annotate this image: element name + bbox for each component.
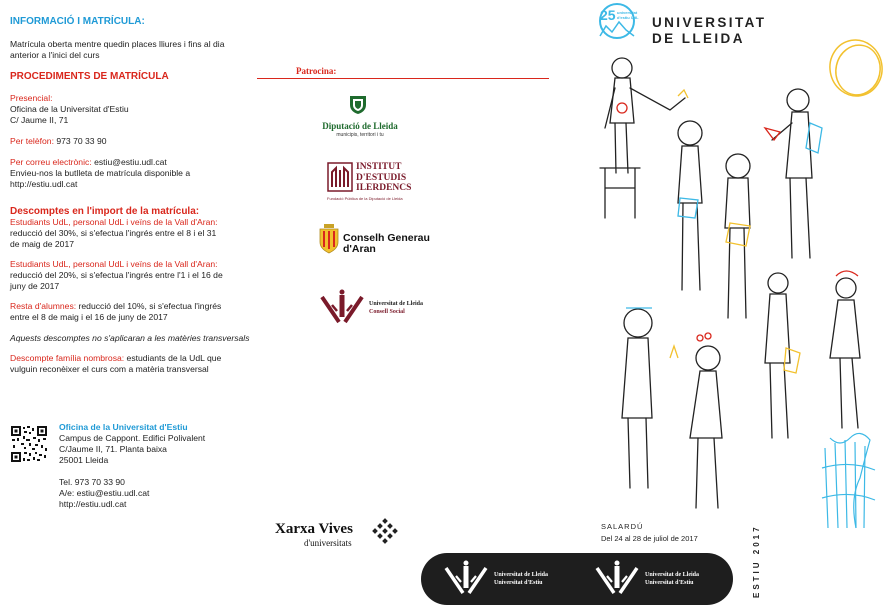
discount-3 [10,301,250,323]
office-line-3: 25001 Lleida [59,455,109,465]
presencial-line-1: Oficina de la Universitat d'Estiu [10,104,129,114]
iei-text [356,162,411,194]
aran-text [343,233,430,255]
iei-line-2: D'ESTUDIS [356,172,407,183]
diputacio-sub: municipis, territori i tu [336,132,384,138]
udl-footer-logo-2-icon [594,560,640,598]
xarxa-vives-diamonds-icon [371,518,399,546]
correu-line-3[interactable]: http://estiu.udl.cat [10,179,78,189]
discount-3-label: Resta d'alumnes: [10,301,77,311]
footer-logo-2-line-1: Universitat de Lleida [645,572,699,578]
presencial-label: Presencial: [10,93,53,103]
discount-2-label: Estudiants UdL, personal UdL i veïns de la Vall d'Aran: [10,259,218,269]
iei-line-3: ILERDENCS [356,183,412,193]
office-tel: Tel. 973 70 33 90 [59,477,125,487]
discount-3-line-1: reducció del 10%, si s'efectua l'ingrés [78,301,222,311]
info-heading: INFORMACIÓ I MATRÍCULA: [10,16,145,27]
anniversary-badge-text: universitat d'estiu UdL [617,10,639,20]
info-text-2: anterior a l'inici del curs [10,50,100,60]
diputacio-name: Diputació de Lleida [322,121,398,131]
discount-1-label: Estudiants UdL, personal UdL i veïns de la Vall d'Aran: [10,217,218,227]
aran-line-1: Conselh Generau [343,232,430,244]
telefon-value: 973 70 33 90 [56,136,107,146]
discount-1-line-1: reducció del 30%, si s'efectua l'ingrés entre el 8 i el 31 [10,228,217,238]
udl-consell-text [369,300,423,316]
diputacio-shield-icon [349,95,367,115]
office-web[interactable]: http://estiu.udl.cat [59,499,127,509]
info-text [10,39,250,61]
correu-line-2: Envieu-nos la butlleta de matrícula disponible a [10,168,191,178]
udl-consell-logo-icon [319,289,365,327]
xarxa-vives-sub: d'universitats [304,538,352,548]
correu-value[interactable]: estiu@estiu.udl.cat [94,157,167,167]
office-title: Oficina de la Universitat d'Estiu [59,422,188,432]
left-panel [10,16,250,375]
office-block [59,422,259,510]
university-line-2: DE LLEIDA [652,31,745,46]
xarxa-vives-name: Xarxa Vives [275,521,353,537]
anniversary-badge-number: 25 [600,7,616,23]
discount-3-line-2: entre el 8 de maig i el 16 de juny de 2017 [10,312,168,322]
info-text-1: Matrícula oberta mentre quedin places lliures i fins al dia [10,39,225,49]
event-place: SALARDÚ [601,522,644,531]
iei-emblem-icon [327,162,353,192]
iei-sub: Fundació Pública de la Diputació de Lleida [327,196,403,201]
event-dates: Del 24 al 28 de juliol de 2017 [601,534,698,543]
desc-heading: Descomptes en l'import de la matrícula: [10,206,200,217]
patrocina-divider [257,78,549,79]
udl-consell-line-1: Universitat de Lleida [369,301,423,307]
patrocina-label: Patrocina: [296,66,337,76]
discount-1 [10,217,250,250]
office-line-2: C/Jaume II, 71. Planta baixa [59,444,167,454]
udl-consell-line-2: Consell Social [369,309,405,315]
office-line-1: Campus de Cappont. Edifici Polivalent [59,433,206,443]
footer-logo-1-text [494,571,548,587]
discount-4-line-2: vulguin reconèixer el curs com a matèria transversal [10,364,209,374]
discount-2 [10,259,250,292]
correu-label: Per correu electrònic: [10,157,92,167]
footer-logo-1-line-2: Universitat d'Estiu [494,580,543,586]
telefon-label: Per telèfon: [10,136,54,146]
telefon-block [10,136,250,147]
discount-2-line-2: juny de 2017 [10,281,60,291]
iei-line-1: INSTITUT [356,162,402,172]
udl-footer-logo-1-icon [443,560,489,598]
discount-4-label: Descompte família nombrosa: [10,353,125,363]
presencial-line-2: C/ Jaume II, 71 [10,115,69,125]
aran-shield-icon [319,224,339,254]
university-line-1: UNIVERSITAT [652,15,767,30]
discount-4-line-1: estudiants de la UdL que [126,353,222,363]
discount-2-line-1: reducció del 20%, si s'efectua l'ingrés entre l'1 i el 16 de [10,270,223,280]
people-illustration [560,28,890,533]
discount-4 [10,353,250,375]
footer-logo-1-line-1: Universitat de Lleida [494,572,548,578]
aran-line-2: d'Aran [343,243,376,255]
vertical-estiu: ESTIU 2017 [752,524,761,598]
footer-logo-2-text [645,571,699,587]
footer-logo-2-line-2: Universitat d'Estiu [645,580,694,586]
qr-code-icon [10,425,48,463]
presencial-block [10,93,250,126]
correu-block [10,157,250,190]
office-email[interactable]: A/e: estiu@estiu.udl.cat [59,488,150,498]
proc-heading: PROCEDIMENTS DE MATRÍCULA [10,71,169,82]
discount-note: Aquests descomptes no s'aplicaran a les matèries transversals [10,333,250,343]
discount-1-line-2: de maig de 2017 [10,239,75,249]
